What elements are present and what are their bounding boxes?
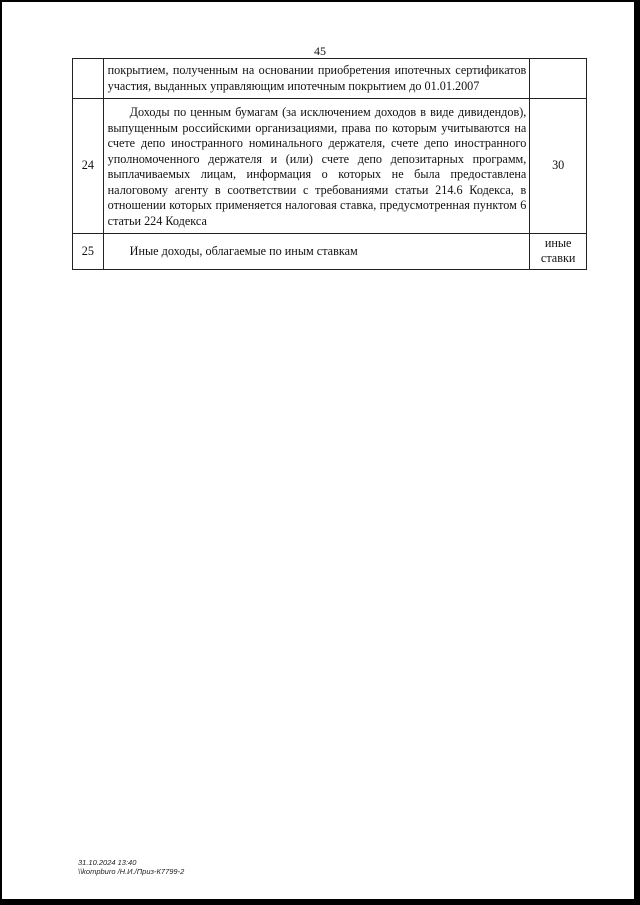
scan-border-top (0, 0, 640, 2)
table-row (73, 59, 587, 99)
page-number: 45 (314, 44, 326, 58)
table-row (73, 99, 587, 234)
table-row (73, 234, 587, 270)
row-rate-cell: иные ставки (530, 234, 587, 270)
row-description-cell (103, 59, 530, 99)
row-number-cell: 25 (73, 234, 104, 270)
document-footer (78, 858, 184, 876)
row-rate-cell: 30 (530, 99, 587, 234)
row-description-text: Иные доходы, облагаемые по иным ставкам (129, 244, 358, 258)
row-description-cell (103, 234, 530, 270)
tax-rates-table (72, 58, 587, 270)
row-description-text: покрытием, полученным на основании приобретения ипотечных сертификатов участия, выданных управляющим ипотечным покрытием до 01.01.2007 (107, 63, 527, 93)
row-description-cell (103, 99, 530, 234)
scan-border-right (634, 0, 640, 905)
scan-border-bottom (0, 899, 640, 905)
row-description-text: Доходы по ценным бумагам (за исключением доходов в виде дивидендов), выпущенным российскими организациями, права по которым учитываются на счете депо иностранного номинального держателя, счете депо иностранного уполномоченного держателя и (или) счете депо депозитарных программ, выплачиваемых лицам, информация о которых не была предоставлена налоговому агенту в соответствии с требованиями статьи 214.6 Кодекса, в отношении которых применяется налоговая ставка, предусмотренная пунктом 6 статьи 224 Кодекса (107, 105, 527, 228)
row-rate-cell (530, 59, 587, 99)
scan-border-left (0, 0, 2, 905)
row-number-cell (73, 59, 104, 99)
row-number-cell: 24 (73, 99, 104, 234)
footer-file-path: \\kompburo /Н.И./Приз-К7799-2 (78, 867, 185, 876)
footer-timestamp: 31.10.2024 13:40 (78, 858, 137, 867)
